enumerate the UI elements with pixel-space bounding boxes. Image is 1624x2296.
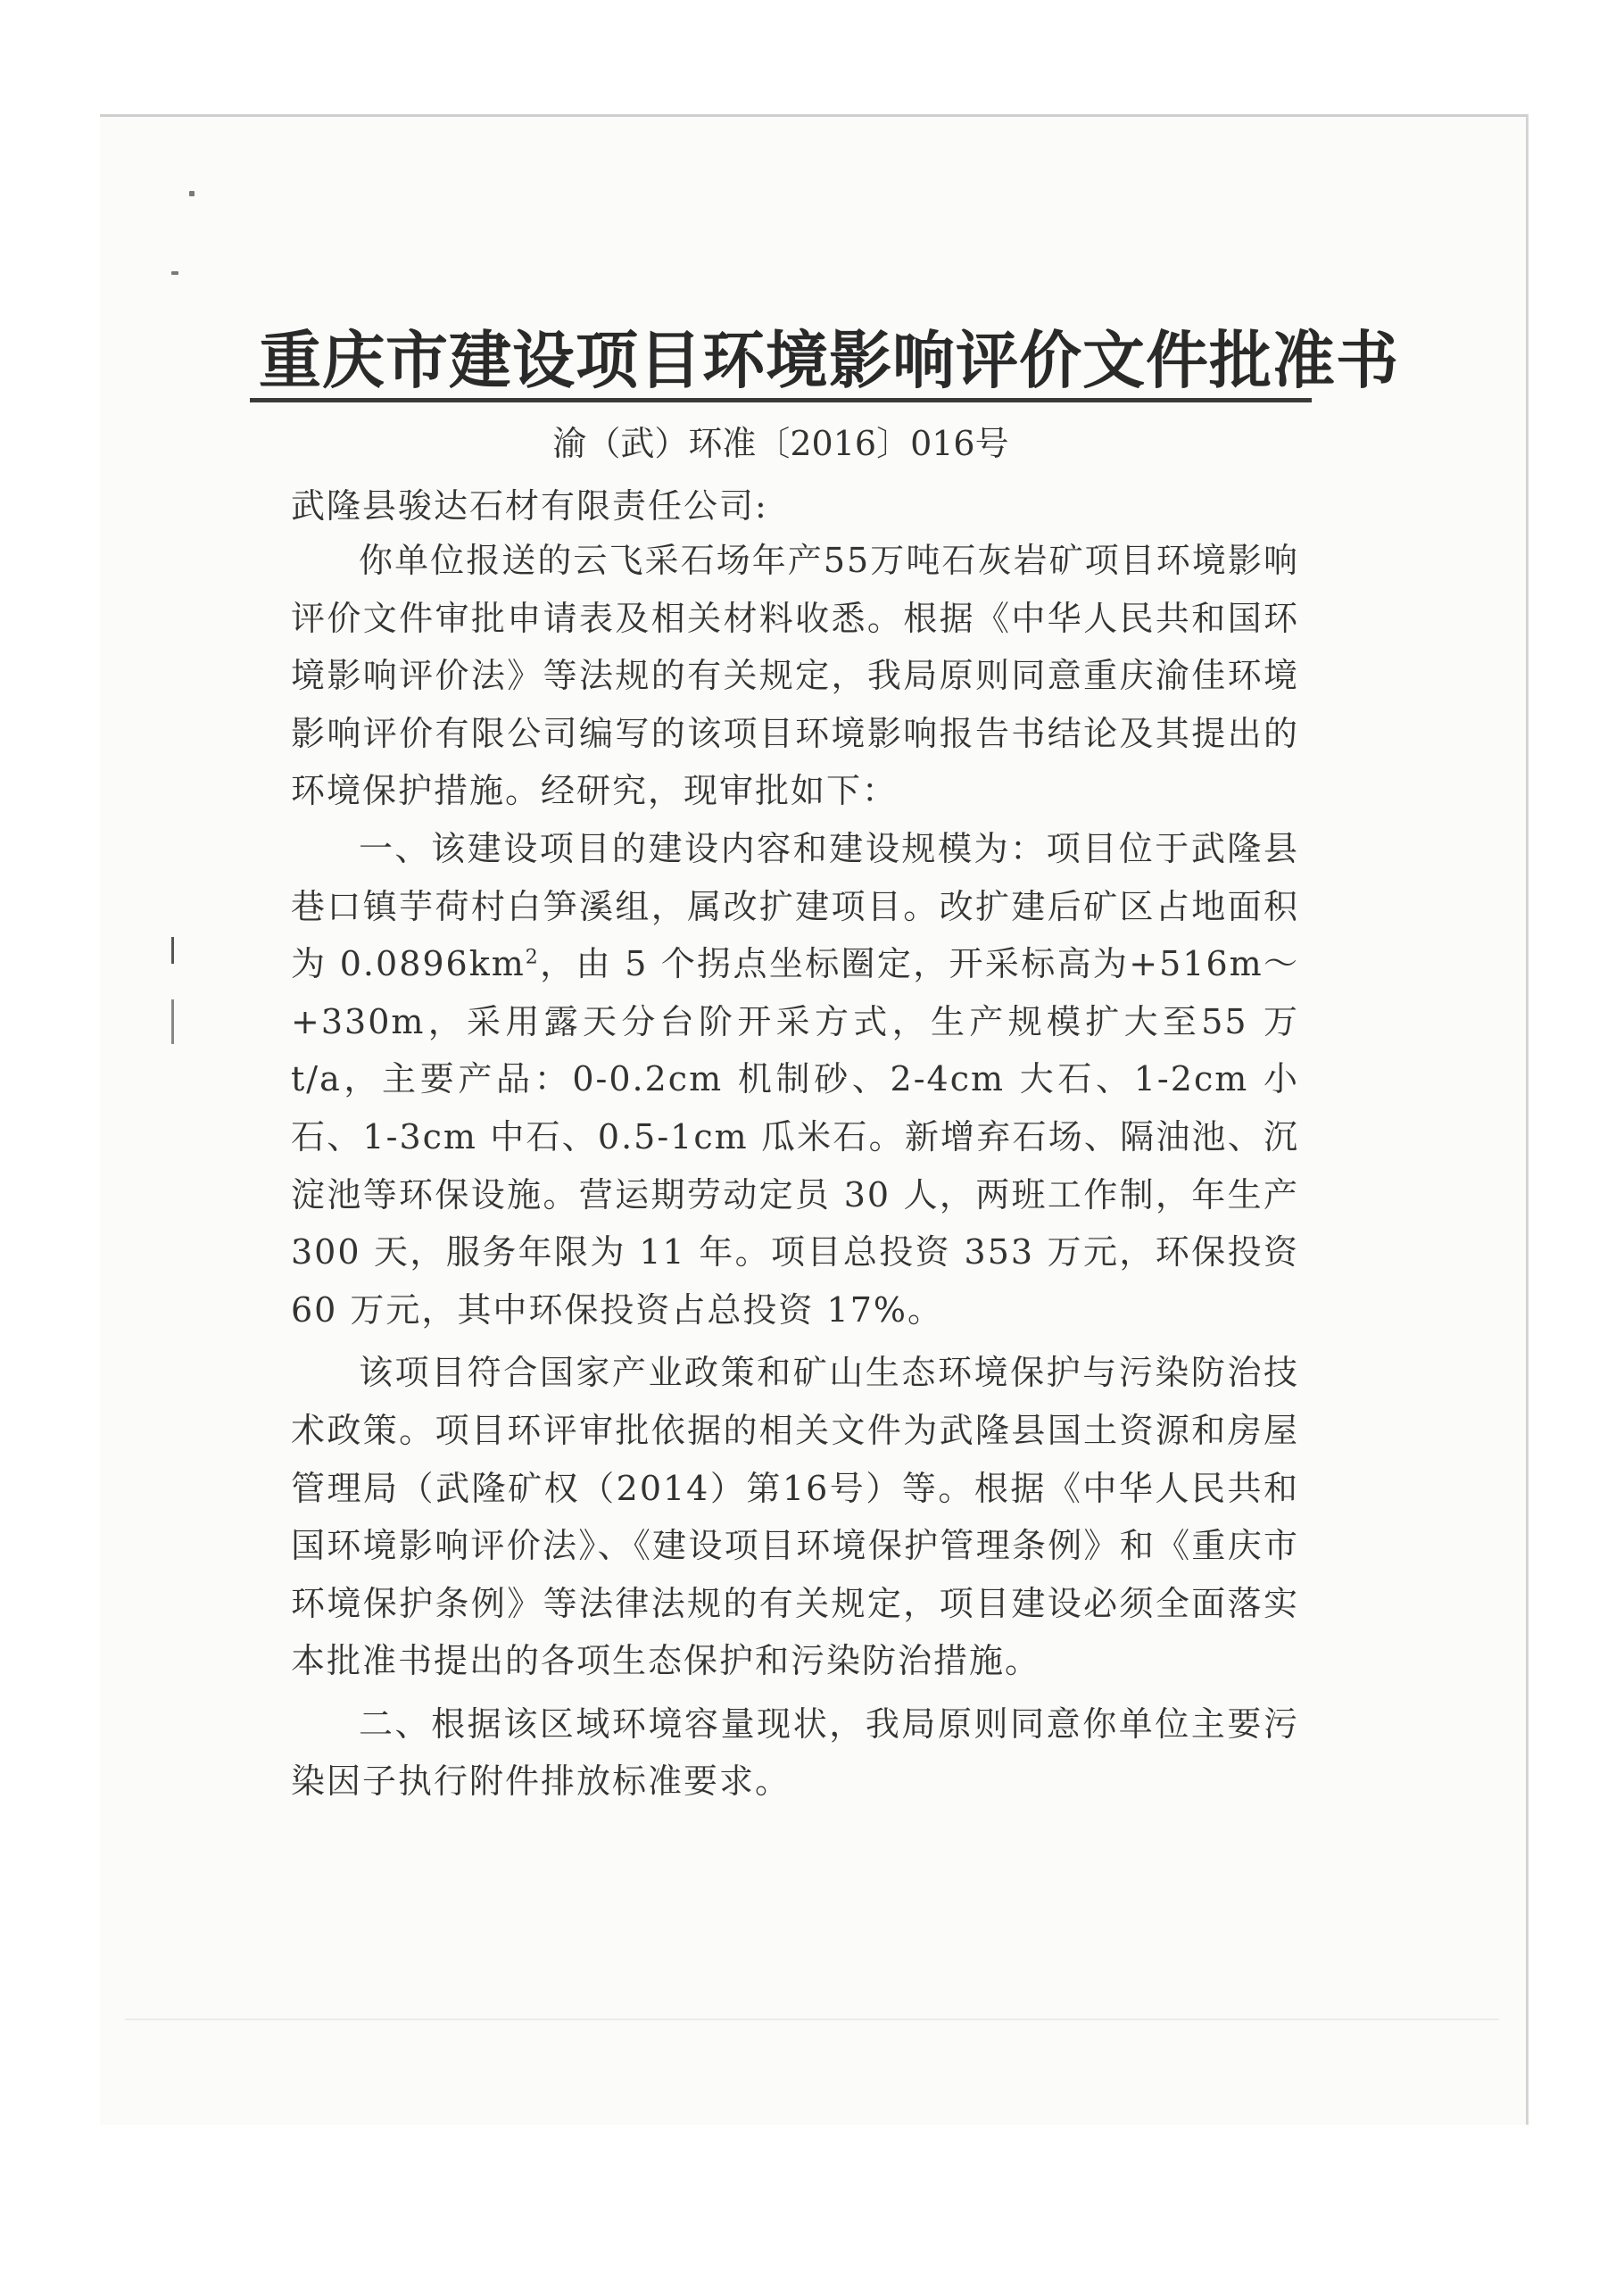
scan-speck bbox=[189, 191, 195, 196]
item-one-text-b: ，由 5 个拐点坐标圈定，开采标高为+516m～+330m，采用露天分台阶开采方式，生产规模扩大至55 万 t/a，主要产品：0-0.2cm 机制砂、2-4cm 大石、1-2cm 小石、1-3cm 中石、0.5-1cm 瓜米石。新增弃石场、隔油池、沉淀池等环保设施。营运期劳动定员 30 人，两班工作制，年生产 300 天，服务年限为 11 年。项目总投资 353 万元，环保投资 60 万元，其中环保投资占总投资 17%。 bbox=[291, 944, 1299, 1330]
document-number: 渝（武）环准〔2016〕016号 bbox=[552, 424, 1009, 463]
document-body bbox=[291, 532, 1299, 1811]
margin-mark bbox=[171, 937, 174, 1044]
area-unit-superscript: 2 bbox=[525, 946, 540, 969]
item-one-text-a: 一、该建设项目的建设内容和建设规模为：项目位于武隆县巷口镇芋荷村白笋溪组，属改扩建项目。改扩建后矿区占地面积为 0.0896km bbox=[291, 828, 1299, 984]
paragraph-item-one bbox=[291, 820, 1299, 1339]
page-fold-line bbox=[125, 2018, 1499, 2020]
paragraph-intro: 你单位报送的云飞采石场年产55万吨石灰岩矿项目环境影响评价文件审批申请表及相关材料收悉。根据《中华人民共和国环境影响评价法》等法规的有关规定，我局原则同意重庆渝佳环境影响评价有限公司编写的该项目环境影响报告书结论及其提出的环境保护措施。经研究，现审批如下： bbox=[291, 541, 1299, 811]
paragraph-item-two: 二、根据该区域环境容量现状，我局原则同意你单位主要污染因子执行附件排放标准要求。 bbox=[291, 1703, 1299, 1802]
scan-speck bbox=[171, 271, 178, 275]
document-title: 重庆市建设项目环境影响评价文件批准书 bbox=[259, 324, 1399, 397]
paragraph-policy: 该项目符合国家产业政策和矿山生态环境保护与污染防治技术政策。项目环评审批依据的相关文件为武隆县国土资源和房屋管理局（武隆矿权（2014）第16号）等。根据《中华人民共和国环境影响评价法》、《建设项目环境保护管理条例》和《重庆市环境保护条例》等法律法规的有关规定，项目建设必须全面落实本批准书提出的各项生态保护和污染防治措施。 bbox=[291, 1353, 1299, 1681]
addressee: 武隆县骏达石材有限责任公司: bbox=[291, 486, 768, 526]
title-divider bbox=[250, 398, 1312, 402]
